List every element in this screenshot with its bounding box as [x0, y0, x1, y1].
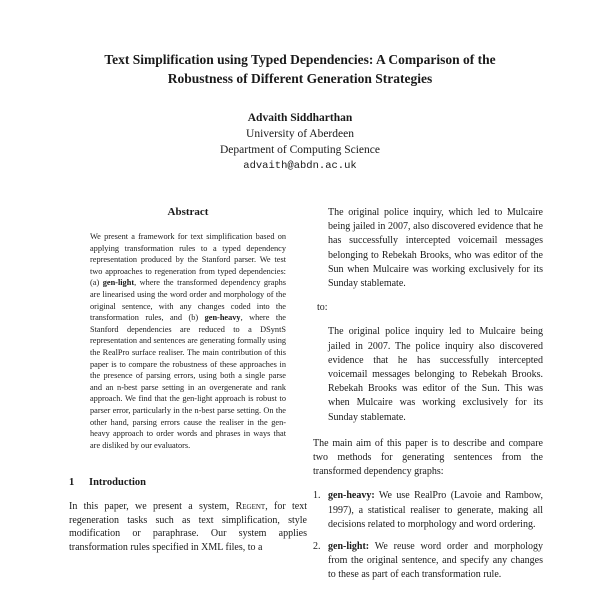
example-original-sentence: The original police inquiry, which led to Mulcaire being jailed in 2007, also discovered evidence that he has successfully intercepted voicemail messages belonging to Rebekah Brooks, who was editor of the Sun when Mulcaire was working exclusively for its Sunday stablemate.	[328, 207, 543, 290]
example-simplified-sentence: The original police inquiry led to Mulcaire being jailed in 2007. The police inquiry also discovered evidence that he has successfully intercepted voicemail messages belonging to Rebekah Brooks. Rebekah Brooks was editor of the Sun. This was when Mulcaire was working exclusively for its Sunday stablemate.	[328, 326, 543, 423]
list-term: gen-light:	[328, 541, 370, 553]
author-block	[150, 110, 450, 174]
list-item	[313, 489, 543, 532]
intro-text-part-1: In this paper, we present a system,	[69, 501, 236, 513]
abstract-heading: Abstract	[167, 206, 209, 218]
author-university: University of Aberdeen	[246, 128, 354, 140]
abstract-text-part-3: , where the Stanford dependencies are reduced to a DSyntS representation and sentences are generating formally using the RealPro surface realiser. The main contribution of this paper is to compare the robustness of these approaches in the presence of parsing errors, using both a single parse and an n-best parse setting in an overgenerate and rank approach. We find that the gen-light approach is robust to parser error, particularly in the n-best parse setting. On the other hand, parsing errors cause the realiser in the gen-heavy approach to order words and phrases in ways that are disliked by our evaluators.	[90, 313, 286, 450]
author-department: Department of Computing Science	[219, 144, 380, 156]
main-aim-paragraph: The main aim of this paper is to describe and compare two methods for generating sentences from the transformed dependency graphs:	[313, 437, 543, 478]
abstract-text-part-2: , where the transformed dependency graphs are linearised using the word order and morphology of the original sentence, with any changes coded into the transformation rules, and (b)	[90, 278, 286, 323]
list-marker: 1.	[313, 490, 321, 502]
paper-title-line-1: Text Simplification using Typed Dependencies: A Comparison of the	[104, 52, 496, 67]
section-heading-introduction	[69, 477, 307, 488]
list-term: gen-heavy:	[328, 490, 375, 502]
left-column	[69, 206, 307, 554]
section-number: 1	[69, 477, 75, 489]
abstract-term-gen-heavy: gen-heavy	[204, 313, 241, 323]
abstract-text	[90, 231, 286, 451]
list-text: We reuse word order and morphology from the original sentence, and specify any changes to these as part of each transformation rule.	[328, 541, 543, 581]
list-item	[313, 540, 543, 583]
intro-text-part-2: , for text regeneration tasks such as text simplification, style modification or paraphrase. Our system applies transformation rules specified in XML files, to a	[69, 501, 308, 553]
author-email: advaith@abdn.ac.uk	[243, 160, 357, 172]
methods-list	[313, 489, 543, 582]
paper-title	[60, 50, 540, 88]
list-text: We use RealPro (Lavoie and Rambow, 1997), a statistical realiser to generate, making all decisions related to morphology and word ordering.	[328, 490, 543, 530]
abstract-term-gen-light: gen-light	[102, 278, 135, 288]
right-column	[313, 206, 543, 591]
list-marker: 2.	[313, 541, 321, 553]
example-to-label: to:	[317, 302, 328, 314]
section-title: Introduction	[89, 477, 146, 489]
author-name: Advaith Siddharthan	[247, 112, 353, 124]
paper-title-line-2: Robustness of Different Generation Strategies	[167, 71, 433, 86]
system-name: Regent	[235, 501, 266, 513]
introduction-text	[69, 500, 307, 554]
abstract-text-part-1: We present a framework for text simplification based on applying transformation rules to a typed dependency representation produced by the Stanford parser. We test two approaches to regeneration from typed dependencies: (a)	[90, 232, 286, 288]
